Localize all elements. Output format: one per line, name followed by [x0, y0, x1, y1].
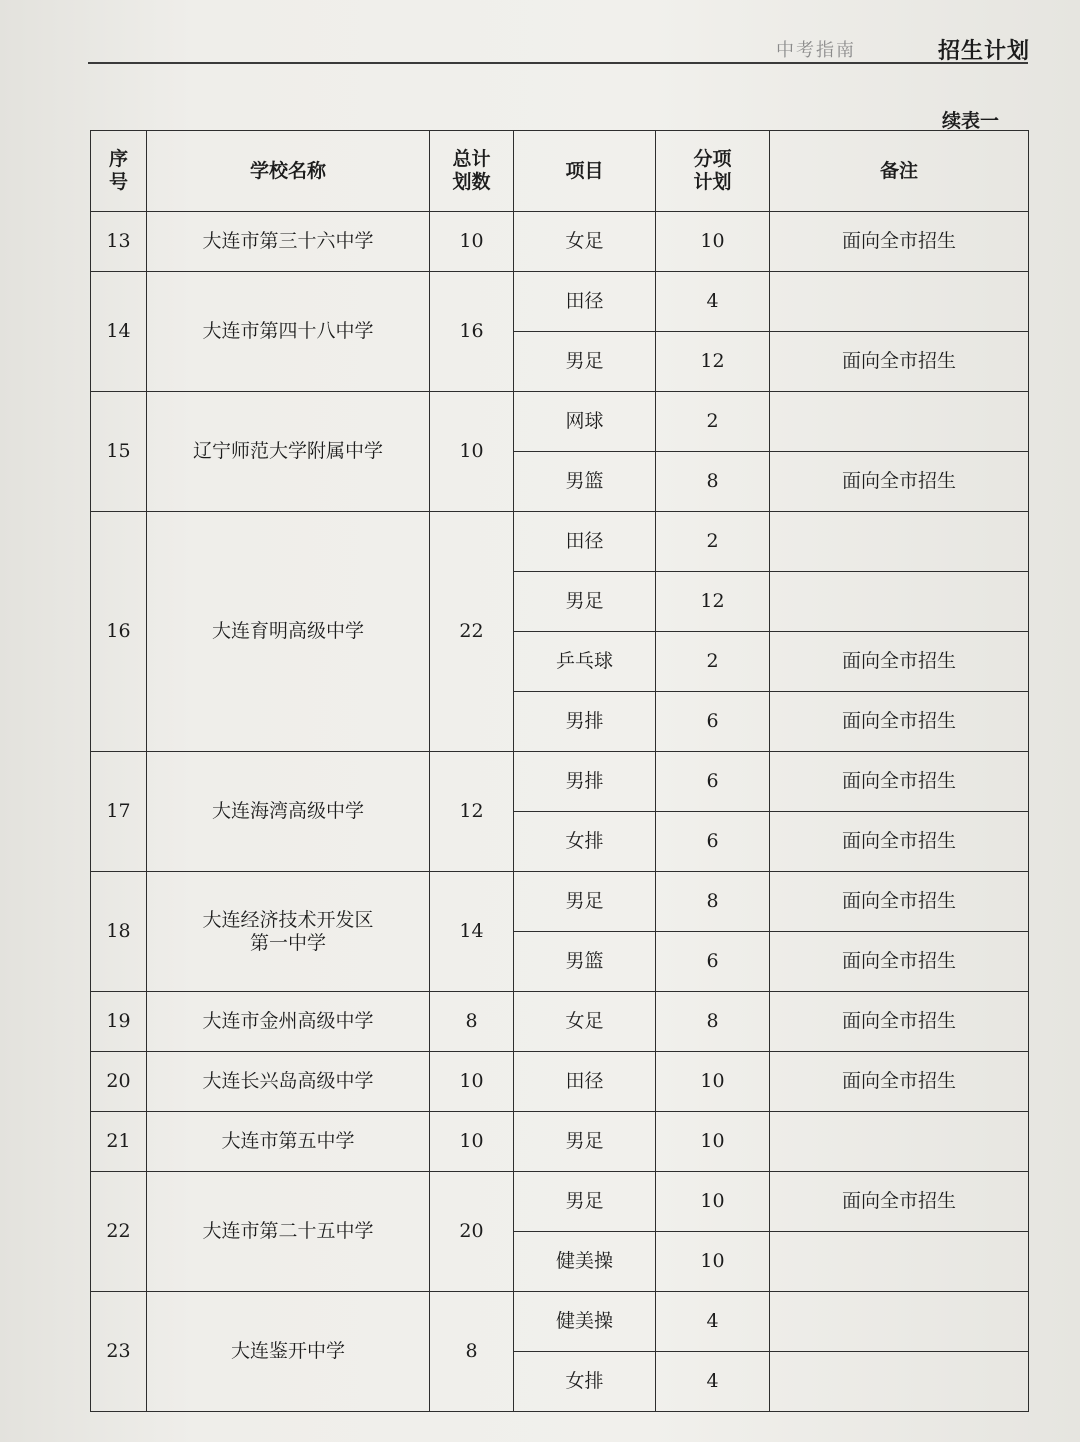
cell-school-name: [147, 512, 430, 752]
cell-school-name: [147, 1172, 430, 1292]
cell-sub-plan: 2: [656, 392, 770, 452]
cell-remark: 面向全市招生: [770, 452, 1029, 512]
cell-seq: 16: [91, 512, 147, 752]
cell-total: 20: [430, 1172, 514, 1292]
cell-remark: [770, 392, 1029, 452]
col-header-school: 学校名称: [147, 131, 430, 212]
cell-item: 女足: [514, 992, 656, 1052]
cell-sub-plan: 6: [656, 752, 770, 812]
cell-item: 男排: [514, 752, 656, 812]
cell-seq: 19: [91, 992, 147, 1052]
cell-school-name: [147, 752, 430, 872]
table-row: [91, 212, 1029, 272]
cell-remark: 面向全市招生: [770, 932, 1029, 992]
cell-remark: 面向全市招生: [770, 812, 1029, 872]
cell-remark: 面向全市招生: [770, 212, 1029, 272]
cell-sub-plan: 12: [656, 332, 770, 392]
cell-total: 8: [430, 1292, 514, 1412]
cell-remark: 面向全市招生: [770, 692, 1029, 752]
header-rule: [88, 62, 1028, 64]
cell-remark: 面向全市招生: [770, 332, 1029, 392]
cell-item: 男足: [514, 572, 656, 632]
cell-item: 男篮: [514, 932, 656, 992]
cell-seq: 15: [91, 392, 147, 512]
cell-sub-plan: 12: [656, 572, 770, 632]
cell-item: 健美操: [514, 1292, 656, 1352]
cell-item: 女排: [514, 812, 656, 872]
school-name-line: 大连市金州高级中学: [202, 1010, 374, 1033]
cell-remark: 面向全市招生: [770, 632, 1029, 692]
cell-sub-plan: 10: [656, 1112, 770, 1172]
cell-sub-plan: 6: [656, 812, 770, 872]
cell-remark: [770, 272, 1029, 332]
col-header-total: 总计 划数: [430, 131, 514, 212]
cell-sub-plan: 2: [656, 512, 770, 572]
cell-total: 12: [430, 752, 514, 872]
table-row: [91, 272, 1029, 332]
cell-sub-plan: 10: [656, 1232, 770, 1292]
cell-sub-plan: 6: [656, 932, 770, 992]
cell-sub-plan: 10: [656, 1052, 770, 1112]
cell-remark: [770, 1352, 1029, 1412]
cell-school-name: [147, 392, 430, 512]
col-header-item: 项目: [514, 131, 656, 212]
cell-school-name: [147, 1292, 430, 1412]
cell-sub-plan: 10: [656, 1172, 770, 1232]
cell-item: 健美操: [514, 1232, 656, 1292]
cell-item: 男足: [514, 1112, 656, 1172]
cell-total: 8: [430, 992, 514, 1052]
header-book-title: 中考指南: [776, 40, 856, 61]
table-row: [91, 1172, 1029, 1232]
cell-remark: [770, 1292, 1029, 1352]
cell-seq: 23: [91, 1292, 147, 1412]
cell-school-name: [147, 872, 430, 992]
continuation-label: 续表一: [942, 110, 1000, 132]
cell-sub-plan: 4: [656, 1352, 770, 1412]
cell-item: 田径: [514, 1052, 656, 1112]
cell-seq: 14: [91, 272, 147, 392]
cell-school-name: [147, 1112, 430, 1172]
cell-total: 14: [430, 872, 514, 992]
cell-remark: 面向全市招生: [770, 872, 1029, 932]
enrollment-plan-table: [90, 130, 1029, 1412]
cell-remark: [770, 1112, 1029, 1172]
cell-sub-plan: 8: [656, 452, 770, 512]
cell-sub-plan: 4: [656, 272, 770, 332]
table-row: [91, 512, 1029, 572]
school-name-line: 第一中学: [249, 931, 326, 954]
col-header-seq: 序 号: [91, 131, 147, 212]
school-name-line: 大连海湾高级中学: [211, 800, 364, 823]
school-name-line: 大连市第五中学: [221, 1130, 355, 1153]
cell-item: 田径: [514, 512, 656, 572]
table-header-row: [91, 131, 1029, 212]
school-name-line: 大连长兴岛高级中学: [202, 1070, 374, 1093]
school-name-line: 大连经济技术开发区: [202, 908, 374, 931]
school-name-line: 大连市第二十五中学: [202, 1220, 374, 1243]
cell-remark: 面向全市招生: [770, 1172, 1029, 1232]
table-row: [91, 1292, 1029, 1352]
table-row: [91, 992, 1029, 1052]
table-row: [91, 1052, 1029, 1112]
cell-item: 乒乓球: [514, 632, 656, 692]
cell-total: 10: [430, 1052, 514, 1112]
cell-item: 男排: [514, 692, 656, 752]
cell-sub-plan: 8: [656, 872, 770, 932]
cell-total: 10: [430, 212, 514, 272]
cell-item: 男足: [514, 872, 656, 932]
cell-seq: 17: [91, 752, 147, 872]
cell-total: 22: [430, 512, 514, 752]
table-row: [91, 752, 1029, 812]
cell-remark: 面向全市招生: [770, 1052, 1029, 1112]
cell-item: 男足: [514, 332, 656, 392]
table-row: [91, 392, 1029, 452]
cell-school-name: [147, 992, 430, 1052]
cell-item: 男篮: [514, 452, 656, 512]
cell-item: 女排: [514, 1352, 656, 1412]
cell-item: 田径: [514, 272, 656, 332]
header-section-title: 招生计划: [938, 39, 1031, 64]
cell-remark: [770, 1232, 1029, 1292]
cell-remark: [770, 512, 1029, 572]
cell-total: 10: [430, 392, 514, 512]
cell-sub-plan: 2: [656, 632, 770, 692]
cell-remark: 面向全市招生: [770, 992, 1029, 1052]
col-header-sub: 分项 计划: [656, 131, 770, 212]
cell-seq: 20: [91, 1052, 147, 1112]
table-body: [91, 212, 1029, 1412]
school-name-line: 大连市第三十六中学: [202, 230, 374, 253]
school-name-line: 辽宁师范大学附属中学: [192, 440, 383, 463]
cell-school-name: [147, 1052, 430, 1112]
cell-sub-plan: 4: [656, 1292, 770, 1352]
cell-school-name: [147, 212, 430, 272]
table-row: [91, 872, 1029, 932]
cell-total: 16: [430, 272, 514, 392]
table-row: [91, 1112, 1029, 1172]
cell-seq: 13: [91, 212, 147, 272]
cell-item: 网球: [514, 392, 656, 452]
cell-total: 10: [430, 1112, 514, 1172]
cell-remark: 面向全市招生: [770, 752, 1029, 812]
col-header-remark: 备注: [770, 131, 1029, 212]
cell-item: 男足: [514, 1172, 656, 1232]
cell-sub-plan: 6: [656, 692, 770, 752]
cell-seq: 22: [91, 1172, 147, 1292]
school-name-line: 大连育明高级中学: [211, 620, 364, 643]
cell-remark: [770, 572, 1029, 632]
cell-school-name: [147, 272, 430, 392]
cell-sub-plan: 10: [656, 212, 770, 272]
school-name-line: 大连市第四十八中学: [202, 320, 374, 343]
cell-seq: 21: [91, 1112, 147, 1172]
cell-item: 女足: [514, 212, 656, 272]
cell-sub-plan: 8: [656, 992, 770, 1052]
school-name-line: 大连鉴开中学: [230, 1340, 345, 1363]
cell-seq: 18: [91, 872, 147, 992]
